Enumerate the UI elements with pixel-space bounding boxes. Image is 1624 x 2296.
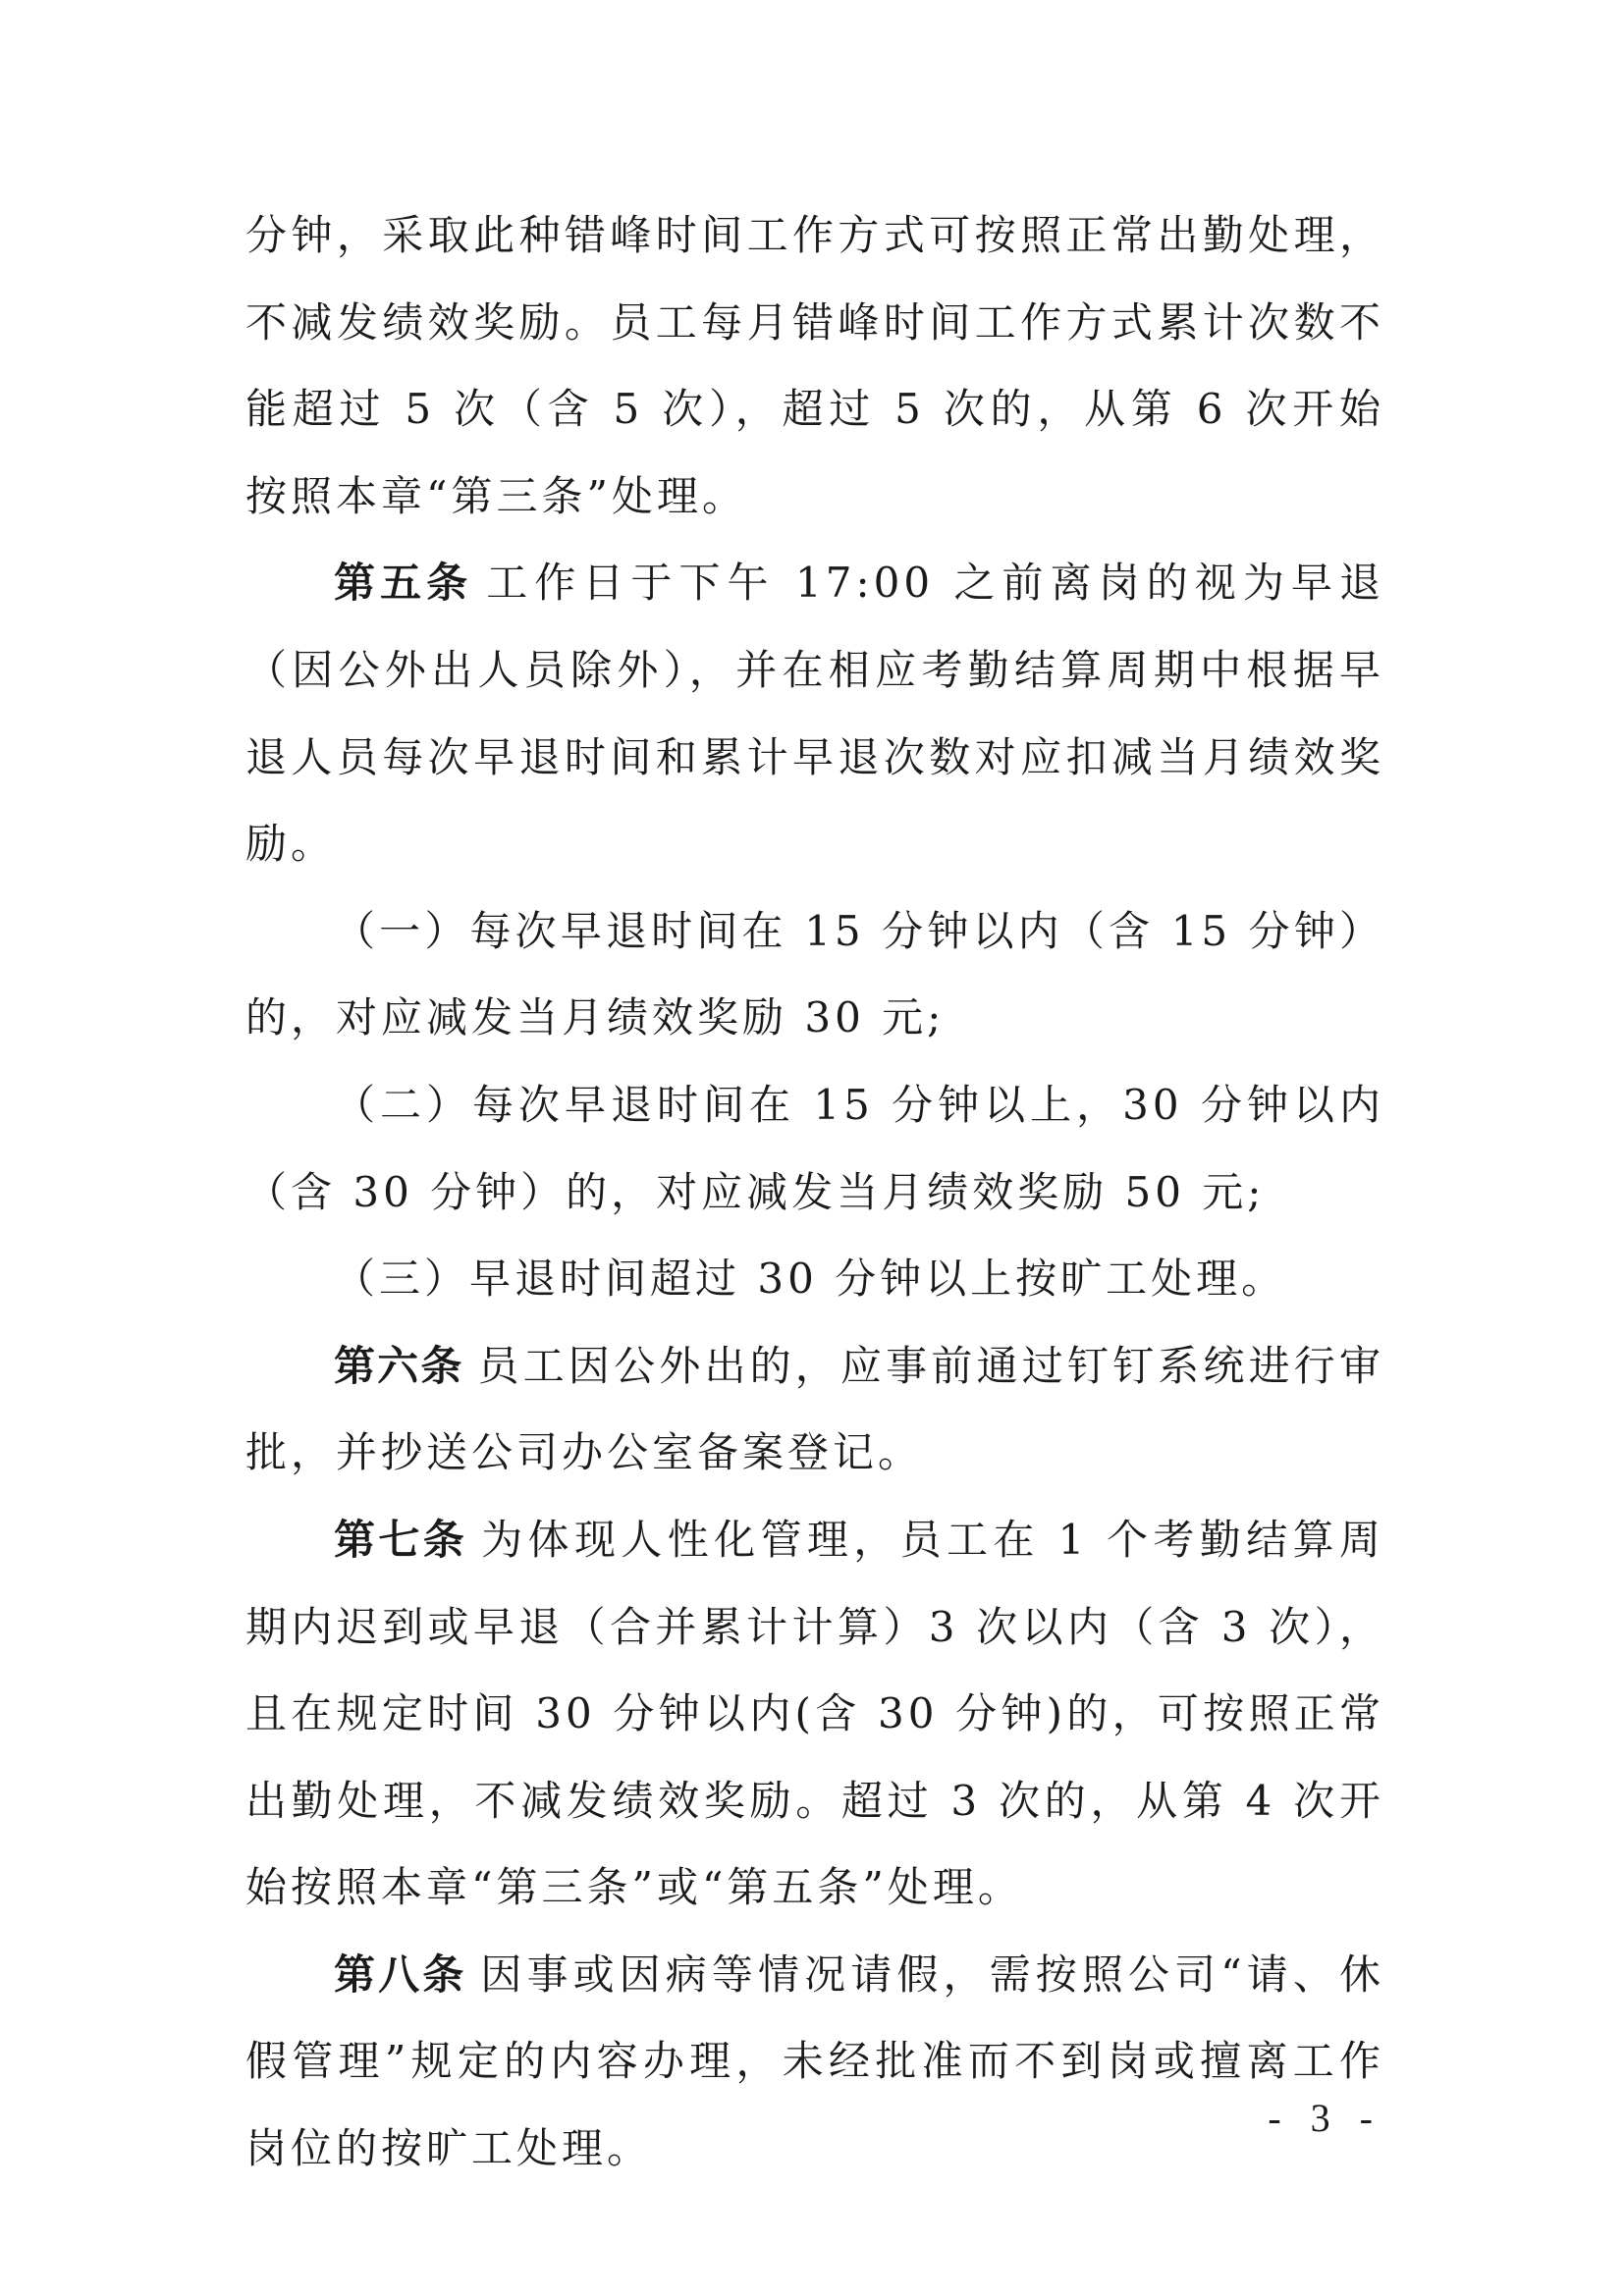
article-7 <box>245 1497 1384 1932</box>
paragraph-text: 工作日于下午 17:00 之前离岗的视为早退（因公外出人员除外），并在相应考勤结算周期中根据早退人员每次早退时间和累计早退次数对应扣减当月绩效奖励。 <box>245 559 1384 869</box>
article-heading: 第八条 <box>334 1949 467 1999</box>
article-5 <box>245 540 1384 887</box>
paragraph-text: （三）早退时间超过 30 分钟以上按旷工处理。 <box>334 1255 1287 1304</box>
article-heading: 第七条 <box>334 1515 468 1564</box>
paragraph-text: 员工因公外出的，应事前通过钉钉系统进行审批，并抄送公司办公室备案登记。 <box>245 1341 1384 1477</box>
article-8 <box>245 1932 1384 2193</box>
article-5-item-3 <box>245 1236 1384 1323</box>
paragraph-text: 因事或因病等情况请假，需按照公司“请、休假管理”规定的内容办理，未经批准而不到岗或擅离工作岗位的按旷工处理。 <box>245 1949 1384 2173</box>
article-5-item-2 <box>245 1062 1384 1236</box>
article-5-item-1 <box>245 888 1384 1062</box>
paragraph-text: 分钟，采取此种错峰时间工作方式可按照正常出勤处理，不减发绩效奖励。员工每月错峰时间工作方式累计次数不能超过 5 次（含 5 次），超过 5 次的，从第 6 次开始按照本章“第三条”处理。 <box>245 211 1384 520</box>
article-heading: 第五条 <box>334 559 473 608</box>
article-heading: 第六条 <box>334 1341 464 1390</box>
paragraph-text: （一）每次早退时间在 15 分钟以内（含 15 分钟）的，对应减发当月绩效奖励 30 元; <box>245 906 1384 1042</box>
paragraph-text: 为体现人性化管理，员工在 1 个考勤结算周期内迟到或早退（合并累计计算）3 次以内（含 3 次），且在规定时间 30 分钟以内(含 30 分钟)的，可按照正常出勤处理，不减发绩效奖励。超过 3 次的，从第 4 次开始按照本章“第三条”或“第五条”处理。 <box>245 1515 1384 1912</box>
article-6 <box>245 1323 1384 1497</box>
document-body <box>245 192 1384 2193</box>
paragraph-text: （二）每次早退时间在 15 分钟以上，30 分钟以内（含 30 分钟）的，对应减发当月绩效奖励 50 元; <box>245 1080 1384 1216</box>
paragraph-continuation <box>245 192 1384 540</box>
page-number: - 3 - <box>1268 2096 1382 2140</box>
